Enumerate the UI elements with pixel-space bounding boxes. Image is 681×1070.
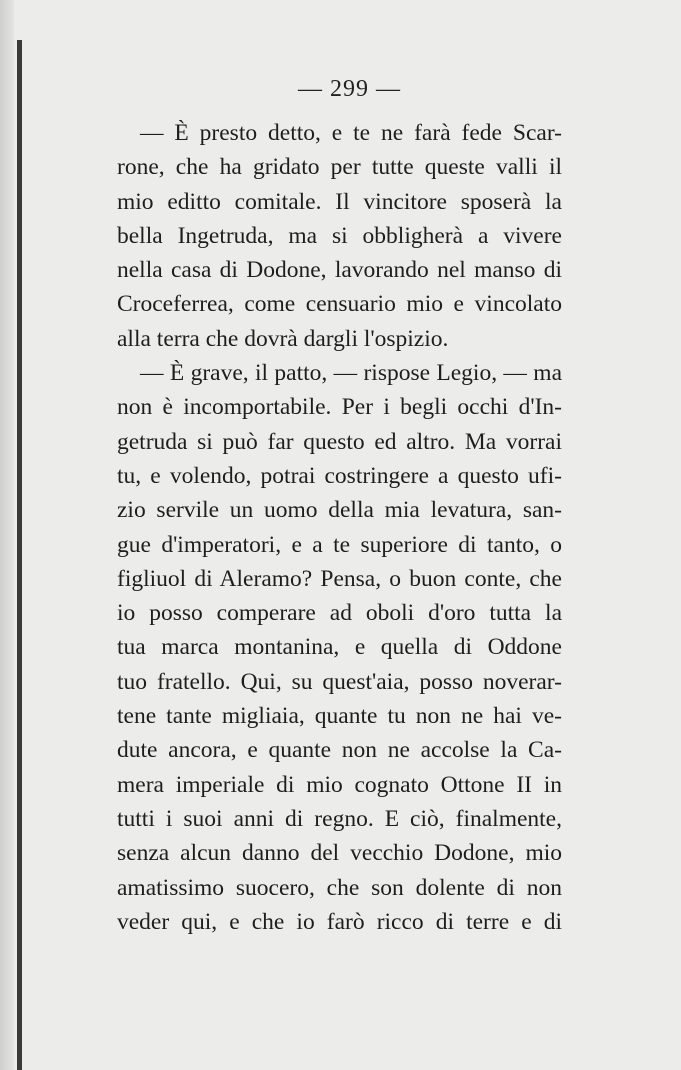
text-line: tua marca montanina, e quella di Oddone <box>117 634 562 661</box>
text-line: — È grave, il patto, — rispose Legio, — ma <box>140 360 562 387</box>
text-line: amatissimo suocero, che son dolente di non <box>117 874 562 901</box>
text-line: nella casa di Dodone, lavorando nel manso di <box>117 257 562 284</box>
text-line: gue d'imperatori, e a te superiore di tanto, o <box>117 531 562 558</box>
text-line: bella Ingetruda, ma si obbligherà a vivere <box>117 222 562 249</box>
body-text <box>117 116 562 939</box>
text-line: non è incomportabile. Per i begli occhi d'In- <box>117 394 562 421</box>
text-line: tutti i suoi anni di regno. E ciò, finalmente, <box>117 805 562 832</box>
page-binding-edge <box>0 0 14 1070</box>
text-line: dute ancora, e quante non ne accolse la Ca- <box>117 737 562 764</box>
text-line: Croceferrea, come censuario mio e vincolato <box>117 291 562 318</box>
text-line: — È presto detto, e te ne farà fede Scar- <box>140 120 562 146</box>
text-line: zio servile un uomo della mia levatura, san- <box>117 497 562 524</box>
text-line: veder qui, e che io farò ricco di terre e di <box>117 908 562 935</box>
text-line: alla terra che dovrà dargli l'ospizio. <box>117 325 449 352</box>
text-line: rone, che ha gridato per tutte queste valli il <box>117 154 562 181</box>
text-line: figliuol di Aleramo? Pensa, o buon conte, che <box>117 565 562 592</box>
text-line: tuo fratello. Qui, su quest'aia, posso noverar- <box>117 668 562 695</box>
page-gutter-line <box>17 40 22 1070</box>
text-line: mera imperiale di mio cognato Ottone II in <box>117 771 562 798</box>
text-line: senza alcun danno del vecchio Dodone, mio <box>117 840 562 867</box>
text-line: io posso comperare ad oboli d'oro tutta la <box>117 600 562 627</box>
page-number: — 299 — <box>298 76 401 102</box>
text-line: tene tante migliaia, quante tu non ne hai ve- <box>117 703 562 730</box>
text-line: mio editto comitale. Il vincitore sposerà la <box>117 188 562 215</box>
text-line: getruda si può far questo ed altro. Ma vorrai <box>117 428 562 455</box>
text-line: tu, e volendo, potrai costringere a questo ufi- <box>117 462 562 489</box>
